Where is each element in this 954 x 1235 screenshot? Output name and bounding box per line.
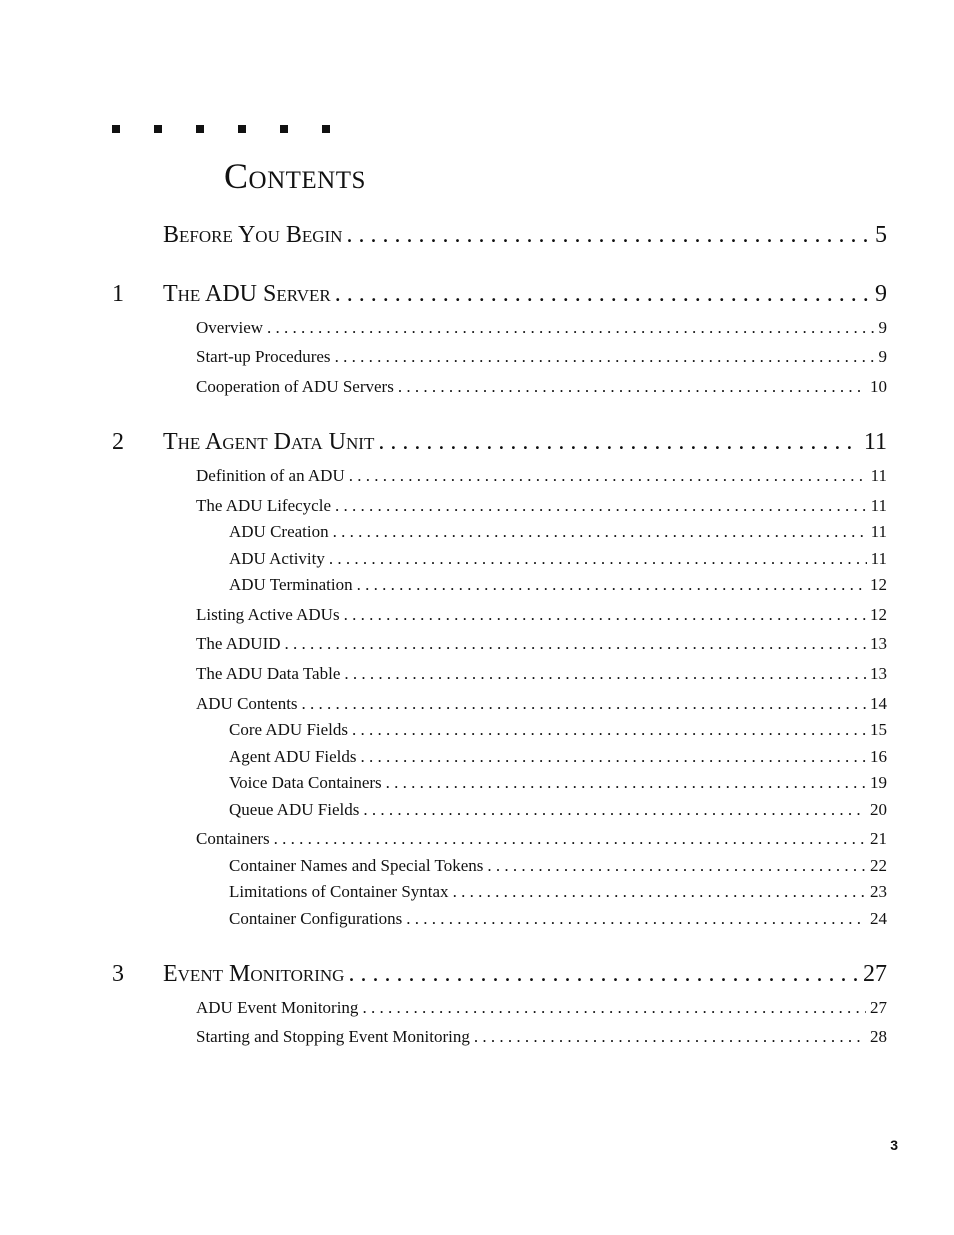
toc-entry-label: The ADU Lifecycle xyxy=(196,496,331,515)
chapter-number: 1 xyxy=(112,281,124,307)
toc-entry-page: 9 xyxy=(878,347,887,366)
toc-entry-page: 11 xyxy=(870,549,887,568)
toc-chapter-2[interactable] xyxy=(163,427,887,457)
toc-entry-label: Queue ADU Fields xyxy=(229,800,360,819)
toc-entry-page: 15 xyxy=(870,720,887,739)
toc-entry-page: 13 xyxy=(870,664,887,683)
toc-entry[interactable] xyxy=(196,346,887,368)
leader-dots xyxy=(344,604,866,626)
leader-dots xyxy=(348,959,859,989)
leader-dots xyxy=(487,855,866,877)
toc-subentry[interactable] xyxy=(229,574,887,596)
toc-entry-label: ADU Event Monitoring xyxy=(196,998,359,1017)
toc-entry-label: The Agent Data Unit xyxy=(163,429,375,455)
leader-dots xyxy=(333,521,867,543)
toc-entry-page: 13 xyxy=(870,634,887,653)
toc-entry[interactable] xyxy=(196,376,887,398)
toc-entry[interactable] xyxy=(196,317,887,339)
leader-dots xyxy=(362,997,866,1019)
toc-entry[interactable] xyxy=(196,997,887,1019)
toc-subentry[interactable] xyxy=(229,799,887,821)
toc-entry-label: Overview xyxy=(196,318,264,337)
toc-entry-label: ADU Termination xyxy=(229,575,353,594)
toc-entry-label: Container Names and Special Tokens xyxy=(229,856,484,875)
leader-dots xyxy=(335,346,875,368)
leader-dots xyxy=(386,772,866,794)
leader-dots xyxy=(398,376,866,398)
toc-subentry[interactable] xyxy=(229,772,887,794)
toc-entry[interactable] xyxy=(196,828,887,850)
toc-entry-page: 23 xyxy=(870,882,887,901)
toc-entry-page: 12 xyxy=(870,575,887,594)
toc-entry-page: 28 xyxy=(870,1027,887,1046)
toc-subentry[interactable] xyxy=(229,855,887,877)
toc-entry[interactable] xyxy=(196,693,887,715)
leader-dots xyxy=(335,279,871,309)
toc-entry-page: 9 xyxy=(878,318,887,337)
toc-subentry[interactable] xyxy=(229,908,887,930)
leader-dots xyxy=(357,574,866,596)
toc-entry-label: Definition of an ADU xyxy=(196,466,345,485)
leader-dots xyxy=(302,693,866,715)
toc-entry-label: Voice Data Containers xyxy=(229,773,382,792)
toc-entry-page: 11 xyxy=(863,429,887,455)
toc-entry-page: 11 xyxy=(870,496,887,515)
toc-entry-page: 24 xyxy=(870,909,887,928)
page-number: 3 xyxy=(890,1137,898,1153)
toc-entry-before-you-begin[interactable] xyxy=(163,220,887,250)
toc-entry-label: Agent ADU Fields xyxy=(229,747,357,766)
toc-entry-label: ADU Contents xyxy=(196,694,298,713)
leader-dots xyxy=(474,1026,866,1048)
toc-subentry[interactable] xyxy=(229,719,887,741)
leader-dots xyxy=(361,746,867,768)
toc-entry[interactable] xyxy=(196,663,887,685)
leader-dots xyxy=(363,799,866,821)
leader-dots xyxy=(344,663,866,685)
toc-entry-page: 11 xyxy=(870,466,887,485)
toc-entry-label: Limitations of Container Syntax xyxy=(229,882,449,901)
toc-entry-label: Core ADU Fields xyxy=(229,720,348,739)
toc-entry-label: ADU Creation xyxy=(229,522,329,541)
toc-entry-label: The ADUID xyxy=(196,634,281,653)
toc-entry-page: 9 xyxy=(875,281,887,307)
toc-subentry[interactable] xyxy=(229,521,887,543)
toc-subentry[interactable] xyxy=(229,881,887,903)
toc-entry-label: Listing Active ADUs xyxy=(196,605,340,624)
leader-dots xyxy=(406,908,866,930)
toc-entry[interactable] xyxy=(196,1026,887,1048)
toc-entry-label: Start-up Procedures xyxy=(196,347,331,366)
toc-entry-label: Cooperation of ADU Servers xyxy=(196,377,394,396)
leader-dots xyxy=(274,828,866,850)
leader-dots xyxy=(329,548,867,570)
toc-entry-page: 14 xyxy=(870,694,887,713)
toc-entry[interactable] xyxy=(196,633,887,655)
toc-entry-label: Before You Begin xyxy=(163,222,343,248)
toc-entry-page: 5 xyxy=(875,222,887,248)
toc-subentry[interactable] xyxy=(229,746,887,768)
toc-entry-page: 16 xyxy=(870,747,887,766)
leader-dots xyxy=(335,495,867,517)
toc-entry-label: The ADU Server xyxy=(163,281,331,307)
toc-entry-page: 21 xyxy=(870,829,887,848)
toc-entry-label: The ADU Data Table xyxy=(196,664,341,683)
toc-entry-label: Starting and Stopping Event Monitoring xyxy=(196,1027,470,1046)
page-title: Contents xyxy=(224,156,366,196)
leader-dots xyxy=(453,881,866,903)
toc-entry-page: 27 xyxy=(863,961,887,987)
toc-entry[interactable] xyxy=(196,495,887,517)
leader-dots xyxy=(346,220,871,250)
leader-dots xyxy=(285,633,866,655)
chapter-number: 2 xyxy=(112,429,124,455)
leader-dots xyxy=(349,465,867,487)
toc-entry-label: ADU Activity xyxy=(229,549,325,568)
toc-entry-page: 20 xyxy=(870,800,887,819)
toc-entry[interactable] xyxy=(196,465,887,487)
toc-chapter-1[interactable] xyxy=(163,279,887,309)
leader-dots xyxy=(267,317,874,339)
toc-entry-page: 12 xyxy=(870,605,887,624)
toc-entry-label: Event Monitoring xyxy=(163,961,345,987)
toc-subentry[interactable] xyxy=(229,548,887,570)
toc-entry-page: 10 xyxy=(870,377,887,396)
toc-entry[interactable] xyxy=(196,604,887,626)
toc-entry-page: 19 xyxy=(870,773,887,792)
toc-entry-label: Container Configurations xyxy=(229,909,403,928)
toc-entry-label: Containers xyxy=(196,829,270,848)
toc-entry-page: 22 xyxy=(870,856,887,875)
leader-dots xyxy=(378,427,860,457)
toc-chapter-3[interactable] xyxy=(163,959,887,989)
toc-entry-page: 27 xyxy=(870,998,887,1017)
leader-dots xyxy=(352,719,866,741)
toc-entry-page: 11 xyxy=(870,522,887,541)
chapter-number: 3 xyxy=(112,961,124,987)
